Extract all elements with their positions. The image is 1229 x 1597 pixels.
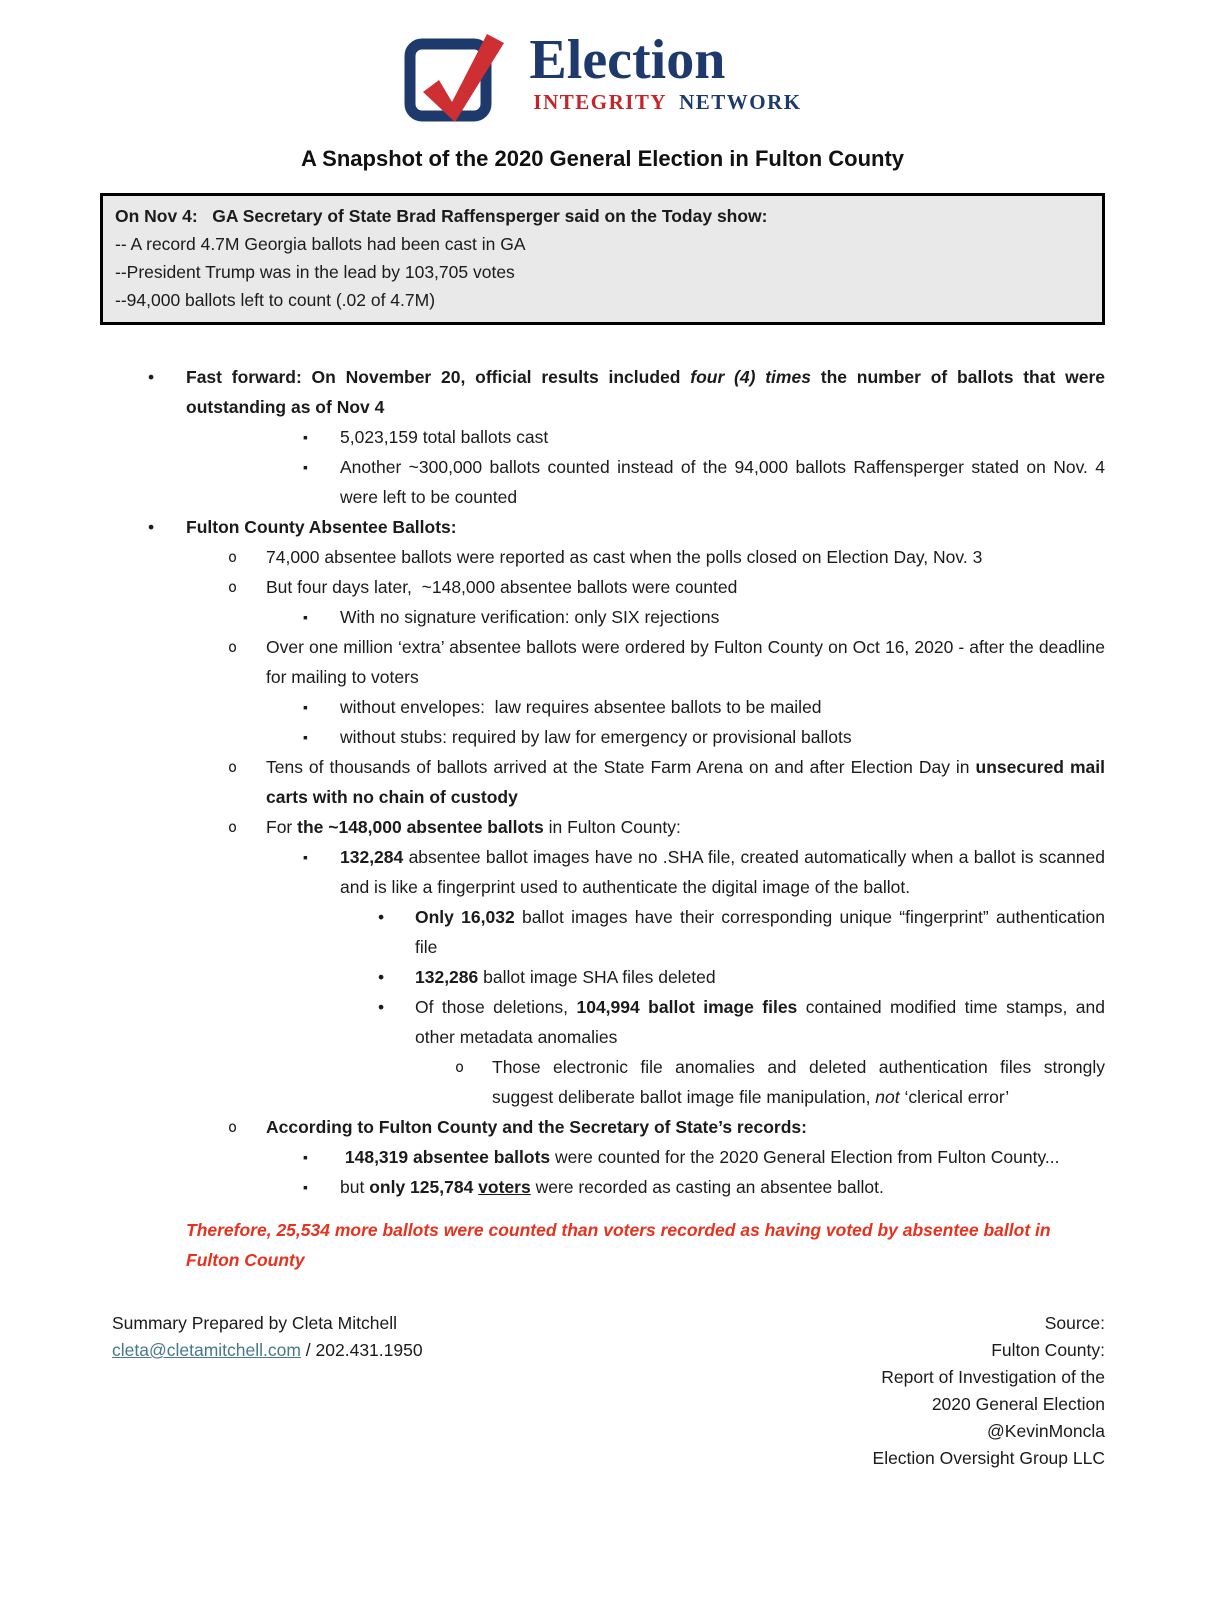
- logo-tagline-integrity: INTEGRITY: [533, 90, 667, 114]
- info-box-heading: On Nov 4: GA Secretary of State Brad Raffensperger said on the Today show:: [115, 206, 768, 226]
- circle-bullet-marker: o: [228, 758, 238, 776]
- square-bullet-marker: ▪: [303, 609, 308, 625]
- source-line: Fulton County:: [991, 1340, 1105, 1360]
- list-item-text: Tens of thousands of ballots arrived at the State Farm Arena on and after Election Day in unsecured mail carts with no chain of custody: [266, 757, 1110, 807]
- list-item-text: 5,023,159 total ballots cast: [340, 427, 549, 447]
- list-item: [100, 1172, 1105, 1202]
- list-item: [100, 632, 1110, 692]
- logo-tagline-network: NETWORK: [679, 90, 802, 114]
- square-bullet-marker: ▪: [303, 1149, 308, 1165]
- list-item: [100, 422, 1105, 452]
- list-item-text: 74,000 absentee ballots were reported as cast when the polls closed on Election Day, Nov. 3: [266, 547, 983, 567]
- list-item-text: Over one million ‘extra’ absentee ballots were ordered by Fulton County on Oct 16, 2020 - after the deadline for mailing to voters: [266, 637, 1110, 687]
- checkbox-checkmark-icon: [403, 30, 515, 122]
- square-bullet-marker: ▪: [303, 849, 308, 865]
- email-link[interactable]: cleta@cletamitchell.com: [112, 1340, 301, 1360]
- list-item-text: For the ~148,000 absentee ballots in Fulton County:: [266, 817, 681, 837]
- footer-source-block: [873, 1310, 1105, 1472]
- list-item: [100, 902, 1110, 962]
- list-item-text: With no signature verification: only SIX rejections: [340, 607, 720, 627]
- square-bullet-marker: ▪: [303, 729, 308, 745]
- list-item-text: Only 16,032 ballot images have their corresponding unique “fingerprint” authentication file: [415, 907, 1110, 957]
- disc-bullet-marker: •: [148, 517, 155, 537]
- info-box-line: --President Trump was in the lead by 103,705 votes: [115, 262, 515, 282]
- list-item: [100, 572, 1105, 602]
- list-item: [100, 542, 1105, 572]
- list-item: [100, 1142, 1105, 1172]
- phone-number: / 202.431.1950: [300, 1340, 423, 1360]
- square-bullet-marker: ▪: [303, 429, 308, 445]
- info-box-line: -- A record 4.7M Georgia ballots had been cast in GA: [115, 234, 526, 254]
- logo-tagline: [529, 90, 801, 114]
- square-bullet-marker: ▪: [303, 459, 308, 475]
- list-item: [100, 602, 1105, 632]
- list-item: [100, 722, 1105, 752]
- source-line: @KevinMoncla: [987, 1421, 1105, 1441]
- circle-bullet-marker: o: [228, 638, 238, 656]
- list-item: [100, 752, 1110, 812]
- circle-bullet-marker: o: [455, 1058, 465, 1076]
- info-box-line: --94,000 ballots left to count (.02 of 4.7M): [115, 290, 436, 310]
- list-item: [100, 1052, 1110, 1112]
- logo-wordmark: Election: [529, 29, 726, 91]
- square-bullet-marker: ▪: [303, 699, 308, 715]
- list-item: [100, 962, 1105, 992]
- election-integrity-network-logo: [100, 30, 1105, 122]
- list-item-text: without envelopes: law requires absentee ballots to be mailed: [340, 697, 822, 717]
- logo-text: [529, 30, 801, 114]
- list-item: [100, 362, 1110, 422]
- list-item-text: According to Fulton County and the Secretary of State’s records:: [266, 1117, 807, 1137]
- list-item-text: but only 125,784 voters were recorded as casting an absentee ballot.: [340, 1177, 884, 1197]
- contact-line: [112, 1337, 423, 1364]
- list-item: [100, 512, 1105, 542]
- footer-prepared-by-block: [100, 1310, 423, 1472]
- source-line: Source:: [1044, 1313, 1105, 1333]
- raffensperger-statement-box: [100, 193, 1105, 325]
- list-item: [100, 992, 1110, 1052]
- circle-bullet-marker: o: [228, 1118, 238, 1136]
- list-item: [100, 842, 1110, 902]
- footer: [100, 1310, 1105, 1472]
- disc-bullet-marker: •: [378, 907, 385, 927]
- square-bullet-marker: ▪: [303, 1179, 308, 1195]
- source-line: Report of Investigation of the: [881, 1367, 1105, 1387]
- list-item-text: Those electronic file anomalies and deleted authentication files strongly suggest deliberate ballot image file manipulation, not ‘clerical error’: [492, 1057, 1110, 1107]
- list-item: [100, 452, 1110, 512]
- source-line: Election Oversight Group LLC: [872, 1448, 1105, 1468]
- disc-bullet-marker: •: [378, 967, 385, 987]
- list-item-text: Fulton County Absentee Ballots:: [186, 517, 457, 537]
- list-item-text: 148,319 absentee ballots were counted for the 2020 General Election from Fulton County...: [340, 1147, 1060, 1167]
- list-item-text: Fast forward: On November 20, official results included four (4) times the number of ballots that were outstanding as of Nov 4: [186, 367, 1110, 417]
- source-line: 2020 General Election: [931, 1394, 1105, 1414]
- list-item-text: without stubs: required by law for emergency or provisional ballots: [340, 727, 852, 747]
- list-item-text: Another ~300,000 ballots counted instead of the 94,000 ballots Raffensperger stated on Nov. 4 were left to be counted: [340, 457, 1110, 507]
- disc-bullet-marker: •: [148, 367, 155, 387]
- list-item: [100, 812, 1105, 842]
- page-title: A Snapshot of the 2020 General Election in Fulton County: [300, 146, 905, 171]
- list-item-text: 132,284 absentee ballot images have no .SHA file, created automatically when a ballot is scanned and is like a fingerprint used to authenticate the digital image of the ballot.: [340, 847, 1110, 897]
- list-item-text: But four days later, ~148,000 absentee ballots were counted: [266, 577, 738, 597]
- conclusion-statement: Therefore, 25,534 more ballots were counted than voters recorded as having voted by absentee ballot in Fulton County: [186, 1220, 1051, 1270]
- list-item: [100, 692, 1105, 722]
- circle-bullet-marker: o: [228, 548, 238, 566]
- bullet-list: [100, 362, 1110, 1202]
- list-item-text: 132,286 ballot image SHA files deleted: [415, 967, 716, 987]
- disc-bullet-marker: •: [378, 997, 385, 1017]
- circle-bullet-marker: o: [228, 818, 238, 836]
- circle-bullet-marker: o: [228, 578, 238, 596]
- prepared-by-text: Summary Prepared by Cleta Mitchell: [112, 1313, 397, 1333]
- list-item-text: Of those deletions, 104,994 ballot image files contained modified time stamps, and other metadata anomalies: [415, 997, 1110, 1047]
- list-item: [100, 1112, 1105, 1142]
